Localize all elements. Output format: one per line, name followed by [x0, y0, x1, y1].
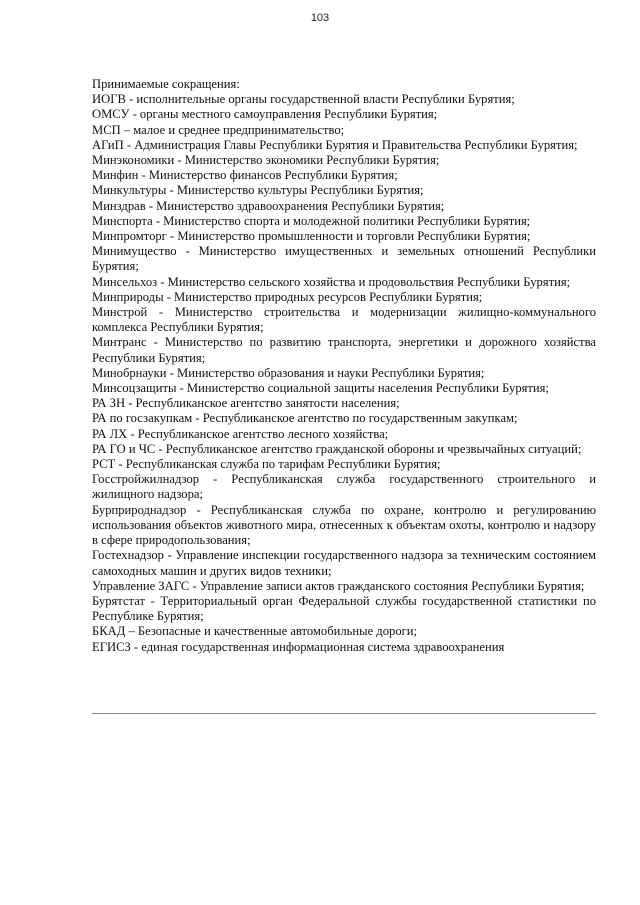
abbreviation-entry: БКАД – Безопасные и качественные автомобильные дороги; — [92, 624, 418, 639]
abbreviation-entry: ОМСУ - органы местного самоуправления Республики Бурятия; — [92, 107, 438, 122]
abbreviation-entry: Минэкономики - Министерство экономики Республики Бурятия; — [92, 153, 440, 168]
abbreviation-entry: РСТ - Республиканская служба по тарифам Республики Бурятия; — [92, 457, 441, 472]
abbreviation-entry: Госстройжилнадзор - Республиканская служба государственного строительного и жилищного надзора; — [92, 472, 596, 502]
abbreviation-entry: Управление ЗАГС - Управление записи актов гражданского состояния Республики Бурятия; — [92, 578, 585, 593]
abbreviation-entry: РА ГО и ЧС - Республиканское агентство гражданской обороны и чрезвычайных ситуаций; — [92, 441, 582, 456]
abbreviations-list — [92, 92, 596, 655]
footer-divider — [92, 713, 596, 714]
abbreviations-section — [92, 77, 596, 655]
abbreviation-entry: Минспорта - Министерство спорта и молодежной политики Республики Бурятия; — [92, 213, 531, 228]
abbreviation-entry: МСП – малое и среднее предпринимательство; — [92, 122, 345, 137]
page-number: 103 — [310, 12, 330, 24]
abbreviation-entry: Минсельхоз - Министерство сельского хозяйства и продовольствия Республики Бурятия; — [92, 274, 571, 289]
abbreviation-entry: РА ЗН - Республиканское агентство занятости населения; — [92, 396, 400, 411]
abbreviation-entry: Минпромторг - Министерство промышленности и торговли Республики Бурятия; — [92, 229, 531, 244]
abbreviation-entry: АГиП - Администрация Главы Республики Бурятия и Правительства Республики Бурятия; — [92, 137, 578, 152]
abbreviation-entry: Минздрав - Министерство здравоохранения Республики Бурятия; — [92, 198, 445, 213]
abbreviation-entry: Минфин - Министерство финансов Республики Бурятия; — [92, 168, 398, 183]
abbreviation-entry: Минсоцзащиты - Министерство социальной защиты населения Республики Бурятия; — [92, 381, 549, 396]
abbreviation-entry: Гостехнадзор - Управление инспекции государственного надзора за техническим состоянием самоходных машин и других видов техники; — [92, 548, 596, 578]
abbreviation-entry: РА ЛХ - Республиканское агентство лесного хозяйства; — [92, 426, 389, 441]
abbreviation-entry: ИОГВ - исполнительные органы государственной власти Республики Бурятия; — [92, 92, 515, 107]
abbreviation-entry: Минкультуры - Министерство культуры Республики Бурятия; — [92, 183, 424, 198]
abbreviation-entry: Минобрнауки - Министерство образования и науки Республики Бурятия; — [92, 365, 485, 380]
abbreviation-entry: ЕГИСЗ - единая государственная информационная система здравоохранения — [92, 639, 505, 654]
abbreviation-entry: Минимущество - Министерство имущественных и земельных отношений Республики Бурятия; — [92, 244, 596, 274]
abbreviation-entry: Бурятстат - Территориальный орган Федеральной службы государственной статистики по Республике Бурятия; — [92, 593, 596, 624]
abbreviation-entry: Минприроды - Министерство природных ресурсов Республики Бурятия; — [92, 289, 483, 304]
abbreviation-entry: РА по госзакупкам - Республиканское агентство по государственным закупкам; — [92, 411, 518, 426]
abbreviation-entry: Минстрой - Министерство строительства и модернизации жилищно-коммунального комплекса Республики Бурятия; — [92, 305, 596, 335]
abbreviations-heading: Принимаемые сокращения: — [92, 77, 240, 91]
abbreviation-entry: Минтранс - Министерство по развитию транспорта, энергетики и дорожного хозяйства Республики Бурятия; — [92, 335, 596, 365]
abbreviation-entry: Бурприроднадзор - Республиканская служба по охране, контролю и регулированию использования объектов животного мира, отнесенных к объектам охоты, контролю и надзору в сфере природопользования; — [92, 502, 596, 548]
